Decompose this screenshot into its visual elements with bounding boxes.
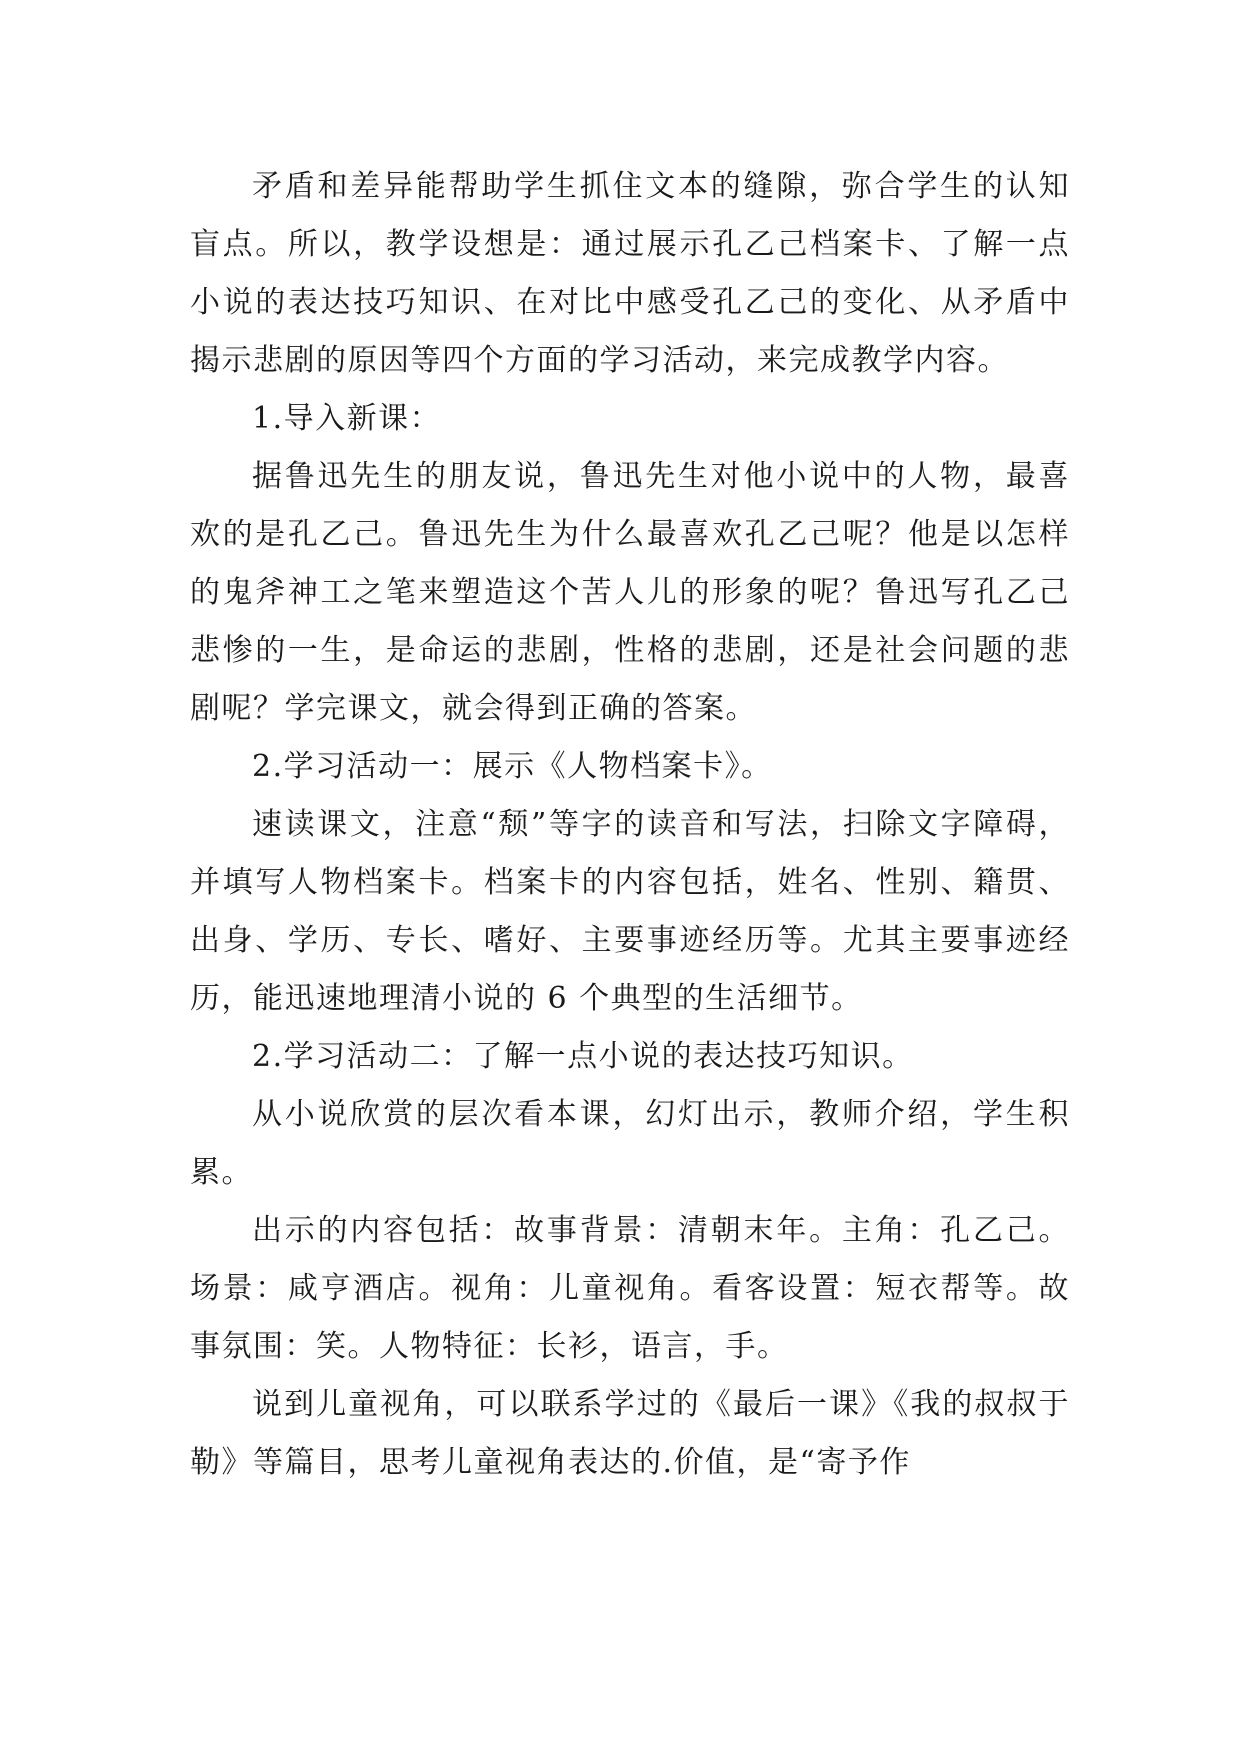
- section-heading-activity-two: 2.学习活动二：了解一点小说的表达技巧知识。: [252, 1039, 914, 1074]
- section-heading-activity-one: 2.学习活动一：展示《人物档案卡》。: [252, 749, 773, 784]
- paragraph-import: 据鲁迅先生的朋友说，鲁迅先生对他小说中的人物，最喜欢的是孔乙己。鲁迅先生为什么最喜欢孔乙己呢？他是以怎样的鬼斧神工之笔来塑造这个苦人儿的形象的呢？鲁迅写孔乙己悲惨的一生，是命运的悲剧，性格的悲剧，还是社会问题的悲剧呢？学完课文，就会得到正确的答案。: [190, 459, 1070, 726]
- paragraph-child-perspective: 说到儿童视角，可以联系学过的《最后一课》《我的叔叔于勒》等篇目，思考儿童视角表达的.价值，是“寄予作: [190, 1387, 1070, 1480]
- section-heading-import: 1.导入新课：: [252, 401, 442, 436]
- document-body: [190, 158, 1070, 1492]
- paragraph-activity-one: 速读课文，注意“颓”等字的读音和写法，扫除文字障碍，并填写人物档案卡。档案卡的内容包括，姓名、性别、籍贯、出身、学历、专长、嗜好、主要事迹经历等。尤其主要事迹经历，能迅速地理清小说的 6 个典型的生活细节。: [190, 807, 1070, 1016]
- paragraph-activity-two: 从小说欣赏的层次看本课，幻灯出示，教师介绍，学生积累。: [190, 1097, 1070, 1190]
- paragraph-intro: 矛盾和差异能帮助学生抓住文本的缝隙，弥合学生的认知盲点。所以，教学设想是：通过展示孔乙己档案卡、了解一点小说的表达技巧知识、在对比中感受孔乙己的变化、从矛盾中揭示悲剧的原因等四个方面的学习活动，来完成教学内容。: [190, 169, 1070, 378]
- paragraph-content-list: 出示的内容包括：故事背景：清朝末年。主角：孔乙己。场景：咸亨酒店。视角：儿童视角。看客设置：短衣帮等。故事氛围：笑。人物特征：长衫，语言，手。: [190, 1213, 1070, 1364]
